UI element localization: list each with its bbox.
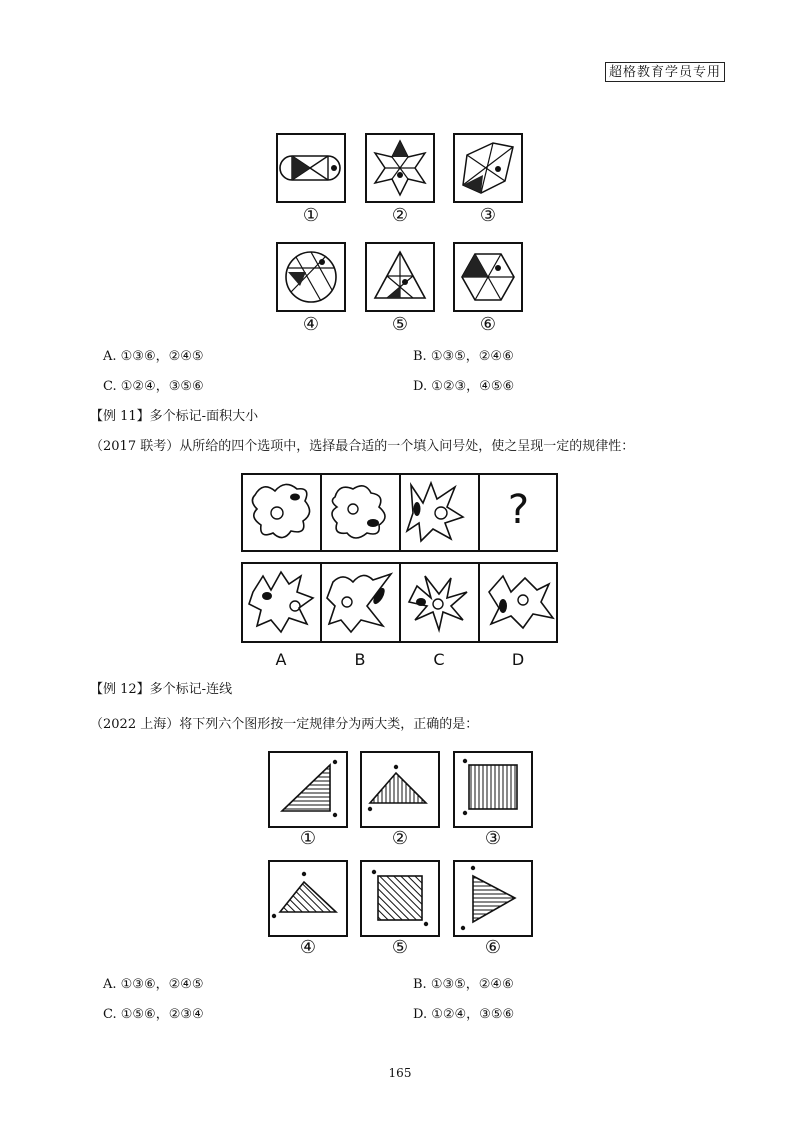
example12-title: 【例 12】多个标记-连线 (90, 682, 233, 697)
q10-option-b: B. ①③⑤，②④⑥ (413, 349, 514, 364)
example12-label-1: ① (299, 828, 317, 849)
figure1-box-5 (365, 242, 435, 312)
figure1-box-4 (276, 242, 346, 312)
example12-option-d: D. ①②④，③⑤⑥ (413, 1007, 515, 1022)
example12-option-a: A. ①③⑥，②④⑤ (103, 977, 204, 992)
example11-question-mark: ? (507, 487, 530, 533)
example12-box-1 (268, 751, 348, 828)
example11-option-label-d: D (511, 650, 525, 669)
header-badge: 超格教育学员专用 (605, 62, 725, 82)
q10-option-c: C. ①②④，③⑤⑥ (103, 379, 204, 394)
example12-option-c: C. ①⑤⑥，②③④ (103, 1007, 204, 1022)
figure1-label-3: ③ (479, 205, 497, 226)
figure1-box-2 (365, 133, 435, 203)
q10-option-a: A. ①③⑥，②④⑤ (103, 349, 204, 364)
figure1-label-1: ① (302, 205, 320, 226)
example12-label-4: ④ (299, 937, 317, 958)
example12-label-3: ③ (484, 828, 502, 849)
example11-option-label-c: C (433, 650, 445, 669)
figure1-label-2: ② (391, 205, 409, 226)
example11-option-row (241, 562, 558, 643)
example12-label-5: ⑤ (391, 937, 409, 958)
example11-title: 【例 11】多个标记-面积大小 (90, 409, 259, 424)
example12-box-6 (453, 860, 533, 937)
example12-prompt: （2022 上海）将下列六个图形按一定规律分为两大类，正确的是： (90, 717, 479, 732)
example12-box-2 (360, 751, 440, 828)
page-number: 165 (388, 1066, 412, 1080)
example12-label-6: ⑥ (484, 937, 502, 958)
example12-label-2: ② (391, 828, 409, 849)
figure1-label-6: ⑥ (479, 314, 497, 335)
example11-option-label-a: A (275, 650, 287, 669)
example12-box-5 (360, 860, 440, 937)
figure1-box-6 (453, 242, 523, 312)
example12-box-4 (268, 860, 348, 937)
example11-prompt: （2017 联考）从所给的四个选项中，选择最合适的一个填入问号处，使之呈现一定的规律性： (90, 439, 635, 454)
figure1-label-4: ④ (302, 314, 320, 335)
q10-option-d: D. ①②③，④⑤⑥ (413, 379, 515, 394)
figure1-box-3 (453, 133, 523, 203)
example12-option-b: B. ①③⑤，②④⑥ (413, 977, 514, 992)
figure1-box-1 (276, 133, 346, 203)
figure1-label-5: ⑤ (391, 314, 409, 335)
example12-box-3 (453, 751, 533, 828)
example11-option-label-b: B (354, 650, 366, 669)
